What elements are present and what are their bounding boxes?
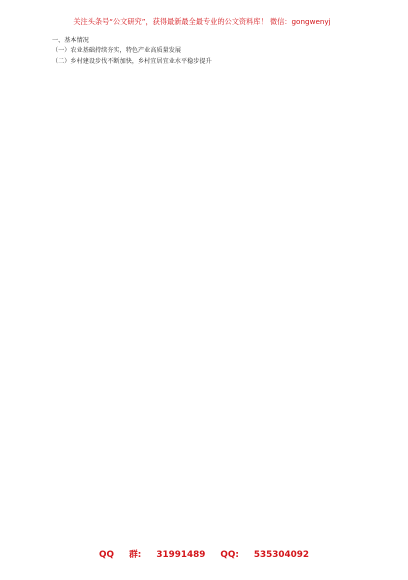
subsection-heading: （一）农业基础持续夯实，特色产业高质量发展 [52, 47, 182, 55]
header-banner: 关注头条号“公文研究”，获得最新最全最专业的公文资料库！ 微信：gongwenyj [73, 17, 331, 26]
subsection-heading: （二）乡村建设步伐不断加快，乡村宜居宜业水平稳步提升 [52, 57, 212, 65]
section-heading: 一、基本情况 [52, 37, 89, 44]
footer-contact: QQ 群: 31991489 QQ: 535304092 [98, 550, 310, 560]
document-body [40, 36, 366, 540]
